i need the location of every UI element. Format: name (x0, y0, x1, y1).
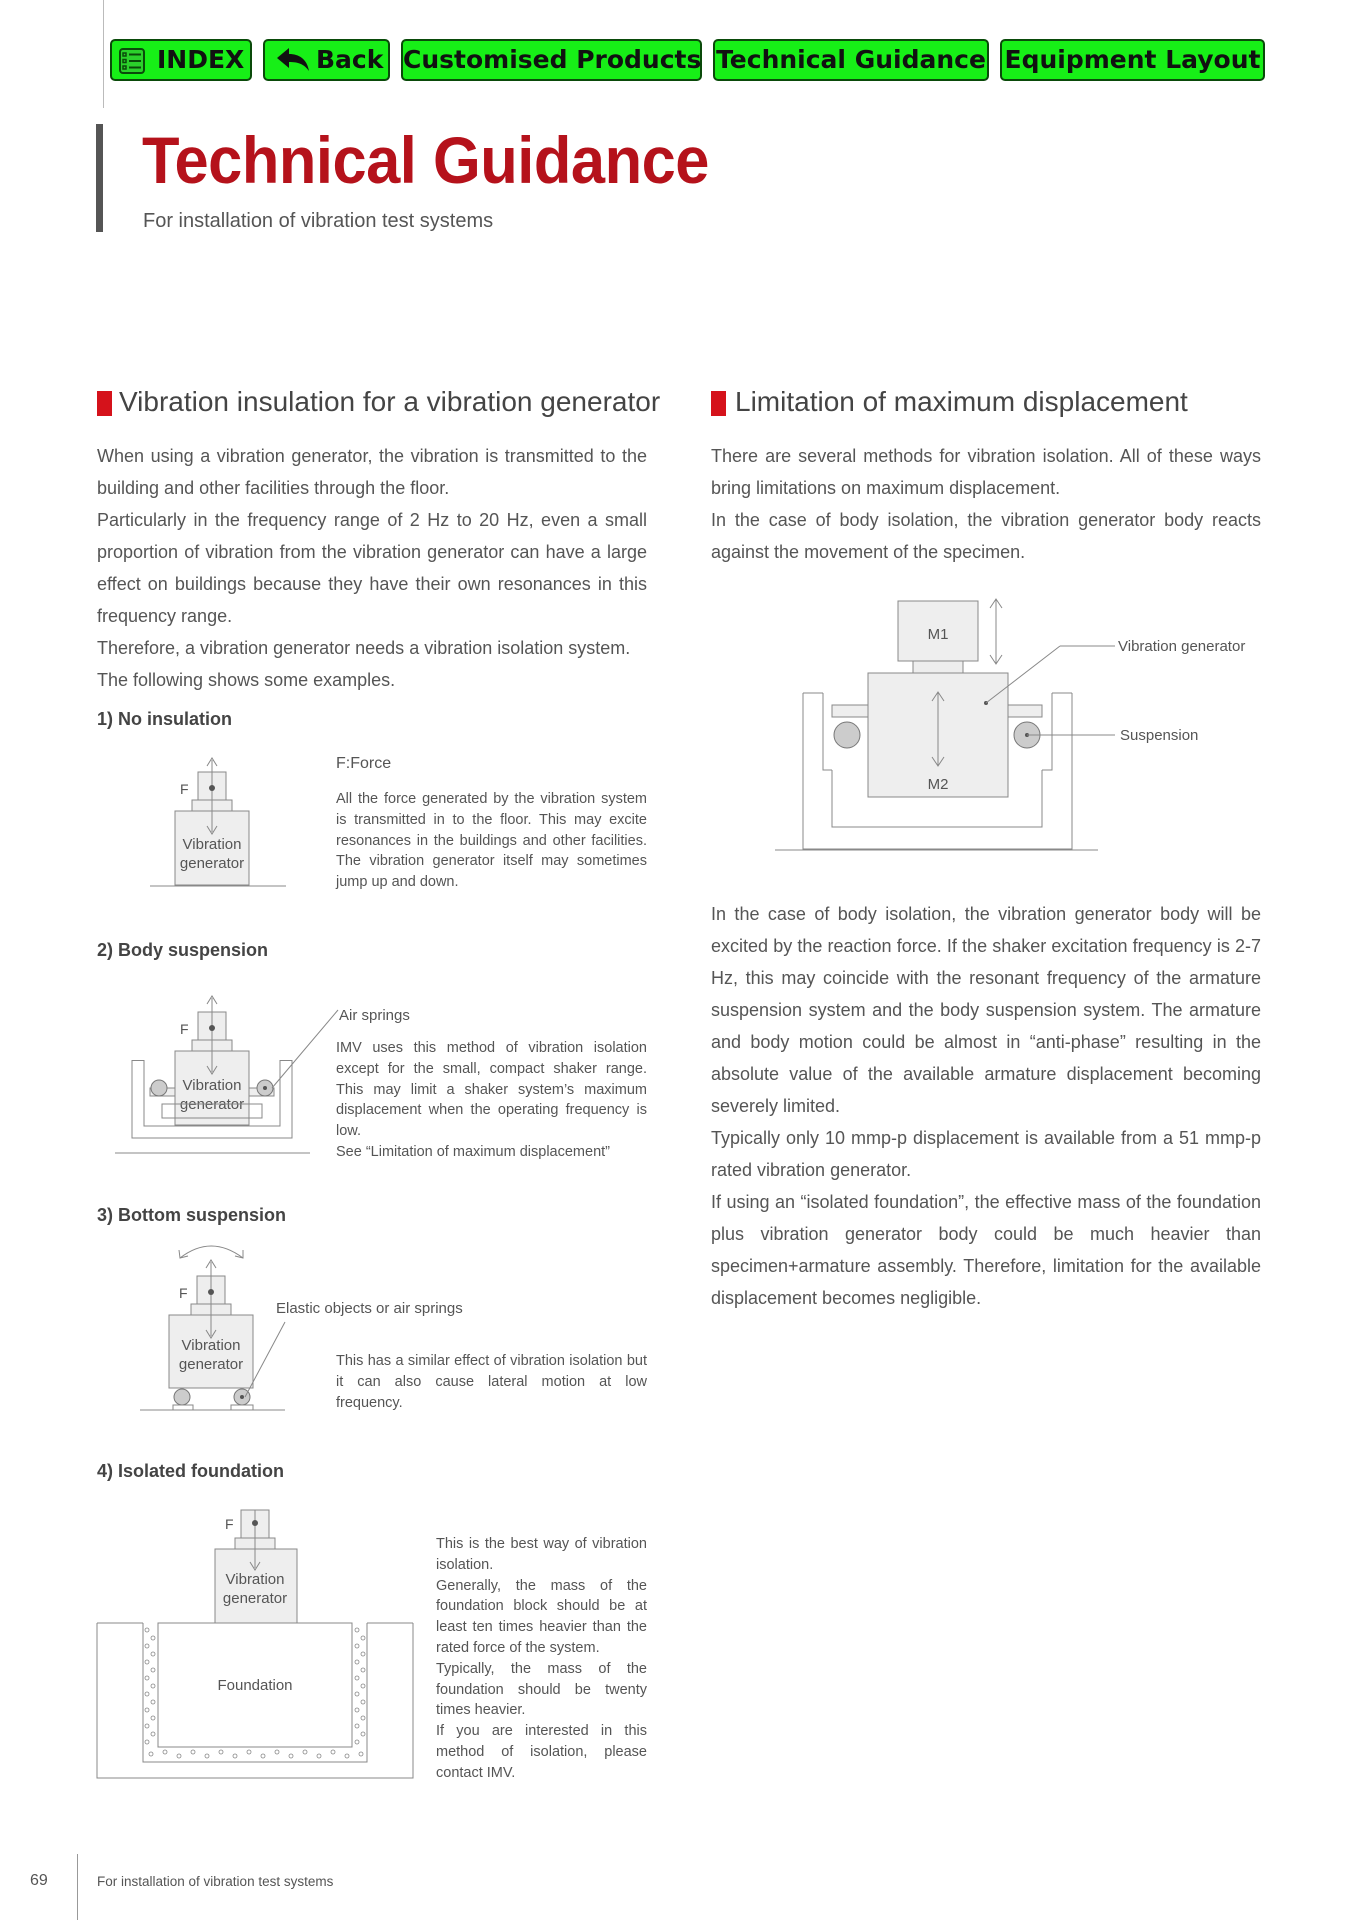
left-intro-p3: Therefore, a vibration generator needs a vibration isolation system. (97, 638, 631, 658)
customised-products-button[interactable] (401, 39, 702, 81)
list-icon (118, 47, 146, 75)
footer-rule (77, 1854, 78, 1920)
right-intro-p1: There are several methods for vibration isolation. All of these ways bring limitations on maximum displacement. (711, 446, 1261, 498)
vg-label-2: generator (178, 1356, 244, 1373)
isolated-foundation-diagram (95, 1500, 420, 1785)
left-intro-p2: Particularly in the frequency range of 2 Hz to 20 Hz, even a small proportion of vibration from the vibration generator can have a large effect on buildings because they have their own resonances in this frequency range. (97, 510, 647, 626)
left-intro-p4: The following shows some examples. (97, 670, 396, 690)
right-body-p3: If using an “isolated foundation”, the effective mass of the foundation plus vibration generator body could be much heavier than specimen+armature assembly. Therefore, limitation for the available displacement becomes negligible. (711, 1192, 1261, 1308)
page-subtitle: For installation of vibration test systems (143, 210, 494, 232)
left-intro (97, 440, 647, 696)
bottom-suspension-diagram (135, 1240, 295, 1415)
section-marker (711, 391, 726, 416)
vg-label-2: generator (179, 1096, 245, 1113)
force-label-f: F (180, 781, 189, 797)
foundation-label: Foundation (217, 1677, 293, 1694)
right-body-p1: In the case of body isolation, the vibration generator body will be excited by the reaction force. If the shaker excitation frequency is 2-7 Hz, this may coincide with the resonant frequency of the armature suspension system and the body suspension system. The armature and body motion could be almost in “anti-phase” resulting in the absolute value of the available armature displacement becoming severely limited. (711, 904, 1261, 1116)
isolated-foundation-line-2: Generally, the mass of the foundation block should be at least ten times heavier than the rated force of the system. (436, 1577, 647, 1656)
force-legend: F:Force (336, 755, 392, 772)
footer-text: For installation of vibration test systems (97, 1874, 334, 1889)
elastic-objects-label: Elastic objects or air springs (276, 1300, 463, 1317)
equipment-layout-label: Equipment Layout (1004, 45, 1261, 74)
isolated-foundation-line-1: This is the best way of vibration isolation. (436, 1536, 647, 1573)
body-suspension-see: See “Limitation of maximum displacement” (336, 1143, 610, 1160)
force-label-f: F (180, 1021, 189, 1037)
vg-label-2: generator (222, 1590, 288, 1607)
force-label-f: F (179, 1285, 188, 1301)
vg-label-1: Vibration (225, 1571, 285, 1588)
isolated-foundation-line-3: Typically, the mass of the foundation should be twenty times heavier. (436, 1660, 647, 1719)
m1-label: M1 (927, 626, 949, 643)
index-button[interactable] (110, 39, 252, 81)
technical-guidance-label: Technical Guidance (716, 45, 986, 74)
vg-label-1: Vibration (181, 1337, 241, 1354)
equipment-layout-button[interactable] (1000, 39, 1265, 81)
force-label-f: F (225, 1516, 234, 1532)
index-label: INDEX (157, 45, 245, 74)
air-springs-label: Air springs (339, 1007, 410, 1024)
isolated-foundation-line-4: If you are interested in this method of isolation, please contact IMV. (436, 1723, 647, 1781)
no-insulation-heading: 1) No insulation (97, 709, 232, 729)
bottom-suspension-heading: 3) Bottom suspension (97, 1205, 287, 1225)
right-intro-p2: In the case of body isolation, the vibration generator body reacts against the movement of the specimen. (711, 510, 1261, 562)
left-intro-p1: When using a vibration generator, the vibration is transmitted to the building and other facilities through the floor. (97, 446, 647, 498)
body-suspension-text (336, 1038, 647, 1163)
right-body (711, 898, 1261, 1314)
top-rule (103, 0, 104, 108)
displacement-diagram (770, 595, 1270, 855)
vg-label-1: Vibration (182, 836, 242, 853)
page-title: Technical Guidance (142, 123, 709, 197)
right-section-heading: Limitation of maximum displacement (735, 386, 1188, 417)
back-arrow-icon (275, 46, 311, 74)
no-insulation-diagram (150, 752, 300, 900)
section-marker (97, 391, 112, 416)
m2-label: M2 (927, 776, 949, 793)
right-body-p2: Typically only 10 mmp-p displacement is available from a 51 mmp-p rated vibration generator. (711, 1128, 1261, 1180)
body-suspension-heading: 2) Body suspension (97, 940, 269, 960)
back-button[interactable] (263, 39, 390, 81)
bottom-suspension-text: This has a similar effect of vibration isolation but it can also cause lateral motion at low frequency. (336, 1353, 647, 1411)
isolated-foundation-heading: 4) Isolated foundation (97, 1461, 284, 1481)
body-suspension-text-1: IMV uses this method of vibration isolation except for the small, compact shaker range. This may limit a shaker system’s maximum displacement when the operating frequency is low. (336, 1040, 647, 1140)
back-label: Back (316, 45, 384, 74)
isolated-foundation-text (436, 1534, 647, 1784)
body-suspension-diagram (110, 990, 340, 1160)
title-accent-bar (96, 124, 103, 232)
technical-guidance-button[interactable] (713, 39, 989, 81)
vg-label-2: generator (179, 855, 245, 872)
customised-products-label: Customised Products (403, 45, 702, 74)
left-section-heading: Vibration insulation for a vibration generator (119, 386, 661, 417)
vibration-generator-label: Vibration generator (1118, 638, 1246, 655)
suspension-label: Suspension (1120, 727, 1199, 744)
no-insulation-text: All the force generated by the vibration system is transmitted in to the floor. This may excite resonances in the buildings and other facilities. The vibration generator itself may sometimes jump up and down. (336, 791, 647, 891)
right-intro (711, 440, 1261, 568)
page-number: 69 (30, 1872, 48, 1889)
vg-label-1: Vibration (182, 1077, 242, 1094)
